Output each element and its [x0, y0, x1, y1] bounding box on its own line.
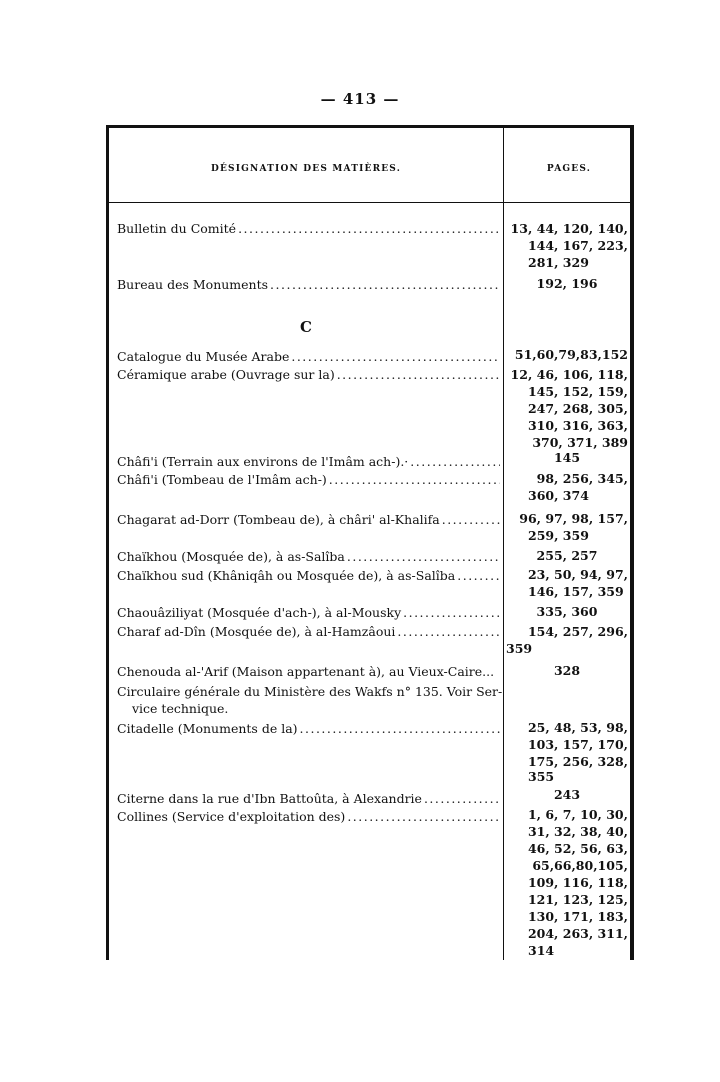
- entry-title: Chaïkhou (Mosquée de), à as-Salîba .....: [117, 548, 503, 565]
- column-divider: [503, 125, 504, 960]
- entry-pages: 370, 371, 389: [532, 435, 628, 450]
- designation-header: DÉSIGNATION DES MATIÈRES.: [210, 164, 402, 174]
- entry-title: Châfi'i (Tombeau de l'Imâm ach-) .....: [117, 471, 503, 488]
- entry-pages: 31, 32, 38, 40,: [527, 824, 628, 839]
- entry-pages: 175, 256, 328,: [527, 754, 628, 769]
- header-rule: [106, 202, 634, 203]
- entry-pages: 360, 374: [528, 488, 589, 503]
- entry-pages: 144, 167, 223,: [527, 238, 628, 253]
- entry-pages: 1, 6, 7, 10, 30,: [527, 807, 628, 822]
- entry-pages: 146, 157, 359: [528, 584, 624, 599]
- entry-pages: 65,66,80,105,: [532, 858, 628, 873]
- entry-pages: 130, 171, 183,: [527, 909, 628, 924]
- entry-pages: 154, 257, 296,: [527, 624, 628, 639]
- entry-pages: 355: [528, 769, 555, 784]
- entry-pages: 13, 44, 120, 140,: [510, 221, 628, 236]
- entry-pages: 335, 360: [536, 604, 598, 619]
- entry-pages: 145: [553, 450, 581, 465]
- entry-pages: 12, 46, 106, 118,: [510, 367, 628, 382]
- section-letter: C: [300, 318, 312, 336]
- entry-title: Chaïkhou sud (Khâniqâh ou Mosquée de), à as-Salîba .....: [117, 567, 503, 584]
- entry-title-continued: vice technique.: [132, 701, 229, 716]
- entry-title: Chagarat ad-Dorr (Tombeau de), à châri' al-Khalifa .....: [117, 511, 503, 528]
- entry-pages: 103, 157, 170,: [527, 737, 628, 752]
- entry-pages: 310, 316, 363,: [527, 418, 628, 433]
- entry-pages: 204, 263, 311,: [527, 926, 628, 941]
- pages-header: PAGES.: [546, 164, 592, 174]
- entry-title: Chaouâziliyat (Mosquée d'ach-), à al-Mousky .....: [117, 604, 503, 621]
- entry-title: Céramique arabe (Ouvrage sur la) .....: [117, 366, 503, 383]
- entry-pages: 243: [553, 787, 581, 802]
- entry-pages: 145, 152, 159,: [527, 384, 628, 399]
- entry-pages: 23, 50, 94, 97,: [527, 567, 628, 582]
- entry-title: Collines (Service d'exploitation des) .....: [117, 808, 503, 825]
- entry-pages: 51,60,79,83,152: [514, 347, 628, 362]
- entry-pages: 192, 196: [536, 276, 598, 291]
- entry-pages: 109, 116, 118,: [527, 875, 628, 890]
- entry-title: Chenouda al-'Arif (Maison appartenant à), au Vieux-Caire...: [117, 664, 495, 679]
- entry-pages: 259, 359: [528, 528, 589, 543]
- entry-title: Châfi'i (Terrain aux environs de l'Imâm ach-).· .....: [117, 453, 503, 470]
- entry-title: Citadelle (Monuments de la) .....: [117, 720, 503, 737]
- entry-pages: 46, 52, 56, 63,: [527, 841, 628, 856]
- entry-pages: 121, 123, 125,: [527, 892, 628, 907]
- page-number: — 413 —: [320, 90, 400, 108]
- entry-pages: 247, 268, 305,: [527, 401, 628, 416]
- entry-pages: 359: [506, 641, 533, 656]
- entry-pages: 281, 329: [528, 255, 589, 270]
- entry-pages: 98, 256, 345,: [536, 471, 628, 486]
- entry-title: Citerne dans la rue d'Ibn Battoûta, à Alexandrie .....: [117, 790, 503, 807]
- entry-pages: 255, 257: [536, 548, 598, 563]
- entry-title: Circulaire générale du Ministère des Wakfs n° 135. Voir Ser-: [117, 684, 503, 699]
- entry-pages: 96, 97, 98, 157,: [519, 511, 628, 526]
- entry-title: Charaf ad-Dîn (Mosquée de), à al-Hamzâoui .....: [117, 623, 503, 640]
- entry-title: Bulletin du Comité .....: [117, 220, 503, 237]
- entry-pages: 328: [553, 663, 581, 678]
- entry-title: Bureau des Monuments .....: [117, 276, 503, 293]
- entry-pages: 25, 48, 53, 98,: [527, 720, 628, 735]
- entry-pages: 314: [528, 943, 555, 958]
- entry-title: Catalogue du Musée Arabe .....: [117, 348, 503, 365]
